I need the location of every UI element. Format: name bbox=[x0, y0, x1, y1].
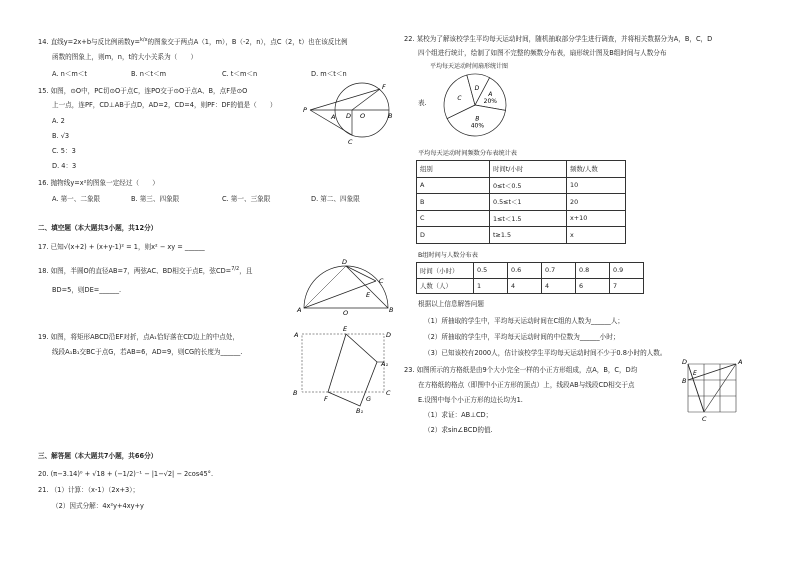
table-cell: 1≤t＜1.5 bbox=[490, 210, 567, 227]
table-cell: D bbox=[417, 227, 490, 244]
table-cell: A bbox=[417, 177, 490, 194]
table2-title: B组时间与人数分布表 bbox=[418, 252, 478, 259]
fig23-label-b: B bbox=[682, 377, 687, 385]
fig15-line-df bbox=[352, 89, 380, 110]
q16-option-a: A. 第一、二象限 bbox=[52, 195, 101, 203]
q14-option-a: A. n＜m＜t bbox=[52, 70, 87, 78]
fig23-label-e: E bbox=[693, 370, 697, 377]
fig18-chord-bd bbox=[346, 266, 388, 308]
q14-option-d: D. m＜t＜n bbox=[311, 70, 347, 78]
fig15-label-a: A bbox=[331, 113, 336, 121]
table-cell: 人数（人） bbox=[417, 278, 474, 294]
group-b-table bbox=[416, 262, 644, 294]
fig18-label-a: A bbox=[297, 306, 302, 314]
q23-line1: 23. 如图所示的方格纸是由9个大小完全一样的小正方形组成，点A，B，C，D均 bbox=[404, 366, 638, 374]
frequency-table bbox=[416, 160, 626, 244]
fig18-label-e: E bbox=[366, 291, 371, 299]
q22-line2: 四个组进行统计，绘制了如图不完整的频数分布表，扇形统计图及B组时间与人数分布 bbox=[418, 49, 667, 57]
pie-label-d: D bbox=[474, 85, 480, 93]
q14-option-b: B. n＜t＜m bbox=[131, 70, 167, 78]
q21-line2: （2）因式分解：4x²y+4xy+y bbox=[52, 502, 144, 510]
fig18-label-b: B bbox=[389, 306, 394, 314]
q19-line2: 线段A₁B₁交BC于点G，若AB=6，AD=9，则CG的长度为______. bbox=[52, 348, 243, 356]
fig15-label-p: P bbox=[303, 106, 307, 114]
table-cell: 0.6 bbox=[508, 263, 542, 279]
table-cell: t≥1.5 bbox=[490, 227, 567, 244]
fig23-label-d: D bbox=[682, 358, 688, 366]
q19-line1: 19. 如图，将矩形ABCD沿EF对折，点A₁恰好落在CD边上的中点处， bbox=[38, 333, 240, 341]
table1-title: 平均每天运动时间频数分布表统计表 bbox=[418, 150, 517, 157]
table-cell: 10 bbox=[567, 177, 626, 194]
figure-q23 bbox=[682, 358, 742, 424]
fig15-label-c: C bbox=[348, 138, 353, 146]
fig19-label-f: F bbox=[324, 395, 328, 403]
pie-label-a: A bbox=[488, 91, 493, 99]
figure-q19 bbox=[290, 322, 396, 414]
table-header-cell: 频数/人数 bbox=[567, 161, 626, 178]
table-header-cell: 时间t/小时 bbox=[490, 161, 567, 178]
table-row bbox=[417, 278, 644, 294]
fig19-label-b1: B₁ bbox=[356, 407, 364, 415]
fig15-line-pf bbox=[310, 89, 380, 110]
table-cell: x+10 bbox=[567, 210, 626, 227]
table-row bbox=[417, 263, 644, 279]
table-cell: 时间（小时） bbox=[417, 263, 474, 279]
fig15-label-f: F bbox=[382, 83, 386, 91]
table-cell: 0.7 bbox=[542, 263, 576, 279]
q23-sub1: （1）求证：AB⊥CD； bbox=[424, 411, 493, 419]
pie-label-b: B bbox=[475, 115, 480, 123]
table-cell: 4 bbox=[508, 278, 542, 294]
pie-chart-title: 平均每天运动时间扇形统计图 bbox=[430, 63, 509, 70]
pie-label-b: 40% bbox=[470, 122, 485, 130]
fig18-chord-cd bbox=[346, 266, 376, 281]
table-row bbox=[417, 227, 626, 244]
fig19-label-a1: A₁ bbox=[381, 360, 389, 368]
table-row bbox=[417, 194, 626, 211]
q20-stem: 20. (π−3.14)⁰ + √18 + (−1/2)⁻¹ − |1−√2| − 2cos45°. bbox=[38, 470, 214, 478]
table-cell: 7 bbox=[610, 278, 644, 294]
q16-option-b: B. 第三、四象限 bbox=[131, 195, 180, 203]
section-2-heading: 二、填空题（本大题共3小题，共12分） bbox=[38, 224, 158, 232]
fig18-label-d: D bbox=[342, 258, 348, 266]
q15-option-d: D. 4：3 bbox=[52, 162, 77, 170]
table-header-cell: 组别 bbox=[417, 161, 490, 178]
table-cell: 6 bbox=[576, 278, 610, 294]
pie-label-c: C bbox=[457, 94, 462, 102]
table-cell: 0.8 bbox=[576, 263, 610, 279]
fig19-label-a: A bbox=[294, 331, 299, 339]
fig18-line-ad bbox=[304, 266, 346, 308]
q15-line2: 上一点，连PF，CD⊥AB于点D，AD=2，CD=4，则PF：DF的值是（ ） bbox=[52, 101, 277, 109]
figure-q15 bbox=[300, 80, 396, 150]
q22-sub2: （2）所抽取的学生中，平均每天运动时间的中位数为______小时； bbox=[424, 333, 620, 341]
q22-sub1: （1）所抽取的学生中，平均每天运动时间在C组的人数为______人； bbox=[424, 317, 625, 325]
q23-line2: 在方格纸的格点（即图中小正方形的顶点）上，线段AB与线段CD相交于点 bbox=[418, 381, 635, 389]
q22-after-text: 根据以上信息解答问题 bbox=[418, 300, 484, 308]
table-row bbox=[417, 177, 626, 194]
table-cell: 4 bbox=[542, 278, 576, 294]
table-cell: 20 bbox=[567, 194, 626, 211]
table-cell: C bbox=[417, 210, 490, 227]
table-cell: 0≤t＜0.5 bbox=[490, 177, 567, 194]
q23-sub2: （2）求sin∠BCD的值. bbox=[424, 426, 493, 434]
table-cell: 0.5 bbox=[474, 263, 508, 279]
q14-line1: 14. 直线y=2x+b与反比例函数y=$^{k/x}$的图象交于两点A（1，m），B（-2，n），点C（2，t）也在该反比例 bbox=[38, 37, 348, 46]
table-cell: 0.5≤t＜1 bbox=[490, 194, 567, 211]
q23-line3: E.设图中每个小正方形的边长均为1. bbox=[418, 396, 523, 404]
fig15-label-o: O bbox=[360, 112, 366, 120]
q21-line1: 21. （1）计算：（x-1）（2x+3）； bbox=[38, 486, 140, 494]
q22-sub3: （3）已知该校有2000人，估计该校学生平均每天运动时间不少于0.8小时的人数。 bbox=[424, 349, 667, 357]
pie-chart bbox=[440, 70, 510, 140]
q22-line1: 22. 某校为了解该校学生平均每天运动时间，随机抽取部分学生进行调查，并将相关数据分为A，B，C，D bbox=[404, 35, 713, 43]
fig19-label-g: G bbox=[366, 395, 372, 403]
table-cell: 0.9 bbox=[610, 263, 644, 279]
q16-stem: 16. 抛物线y=x²的图象一定经过（ ） bbox=[38, 179, 159, 187]
fig18-label-o: O bbox=[343, 309, 349, 317]
q17-stem: 17. 已知√(x+2) + (x+y-1)² = 1，则x² − xy = ______ bbox=[38, 243, 205, 251]
fig19-label-e: E bbox=[343, 325, 348, 333]
table-cell: B bbox=[417, 194, 490, 211]
fig18-semicircle bbox=[304, 266, 388, 308]
section-3-heading: 三、解答题（本大题共7小题，共66分） bbox=[38, 452, 158, 460]
pie-label-a: 20% bbox=[483, 98, 497, 106]
table-header-row bbox=[417, 161, 626, 178]
q15-option-a: A. 2 bbox=[52, 117, 65, 125]
q15-option-b: B. √3 bbox=[52, 132, 70, 140]
fig15-label-d: D bbox=[346, 112, 352, 120]
table-cell: 1 bbox=[474, 278, 508, 294]
q18-line2: BD=5，则DE=______. bbox=[52, 286, 122, 294]
q18-line1: 18. 如图，半圆O的直径AB=7，两弦AC、BD相交于点E，弦CD=$^{7/2}$，且 bbox=[38, 266, 253, 275]
q16-option-d: D. 第二、四象限 bbox=[311, 195, 360, 203]
q14-option-c: C. t＜m＜n bbox=[222, 70, 258, 78]
q14-line2: 函数的图象上，则m，n，t的大小关系为（ ） bbox=[52, 53, 198, 61]
q16-option-c: C. 第一、三象限 bbox=[222, 195, 271, 203]
fig19-label-d: D bbox=[386, 331, 392, 339]
fig18-label-c: C bbox=[379, 277, 384, 285]
fig23-label-a: A bbox=[738, 358, 743, 366]
fig15-label-b: B bbox=[388, 112, 393, 120]
fig19-label-c: C bbox=[386, 389, 391, 397]
table-row bbox=[417, 210, 626, 227]
fig23-label-c: C bbox=[702, 415, 707, 423]
figure-q18 bbox=[296, 254, 396, 316]
table-cell: x bbox=[567, 227, 626, 244]
q15-line1: 15. 如图，⊙O中，PC切⊙O于点C，连PO交于⊙O于点A、B，点F是⊙O bbox=[38, 87, 248, 95]
q22-side-label: 表. bbox=[418, 99, 427, 107]
q15-option-c: C. 5：3 bbox=[52, 147, 76, 155]
fig19-label-b: B bbox=[293, 389, 298, 397]
